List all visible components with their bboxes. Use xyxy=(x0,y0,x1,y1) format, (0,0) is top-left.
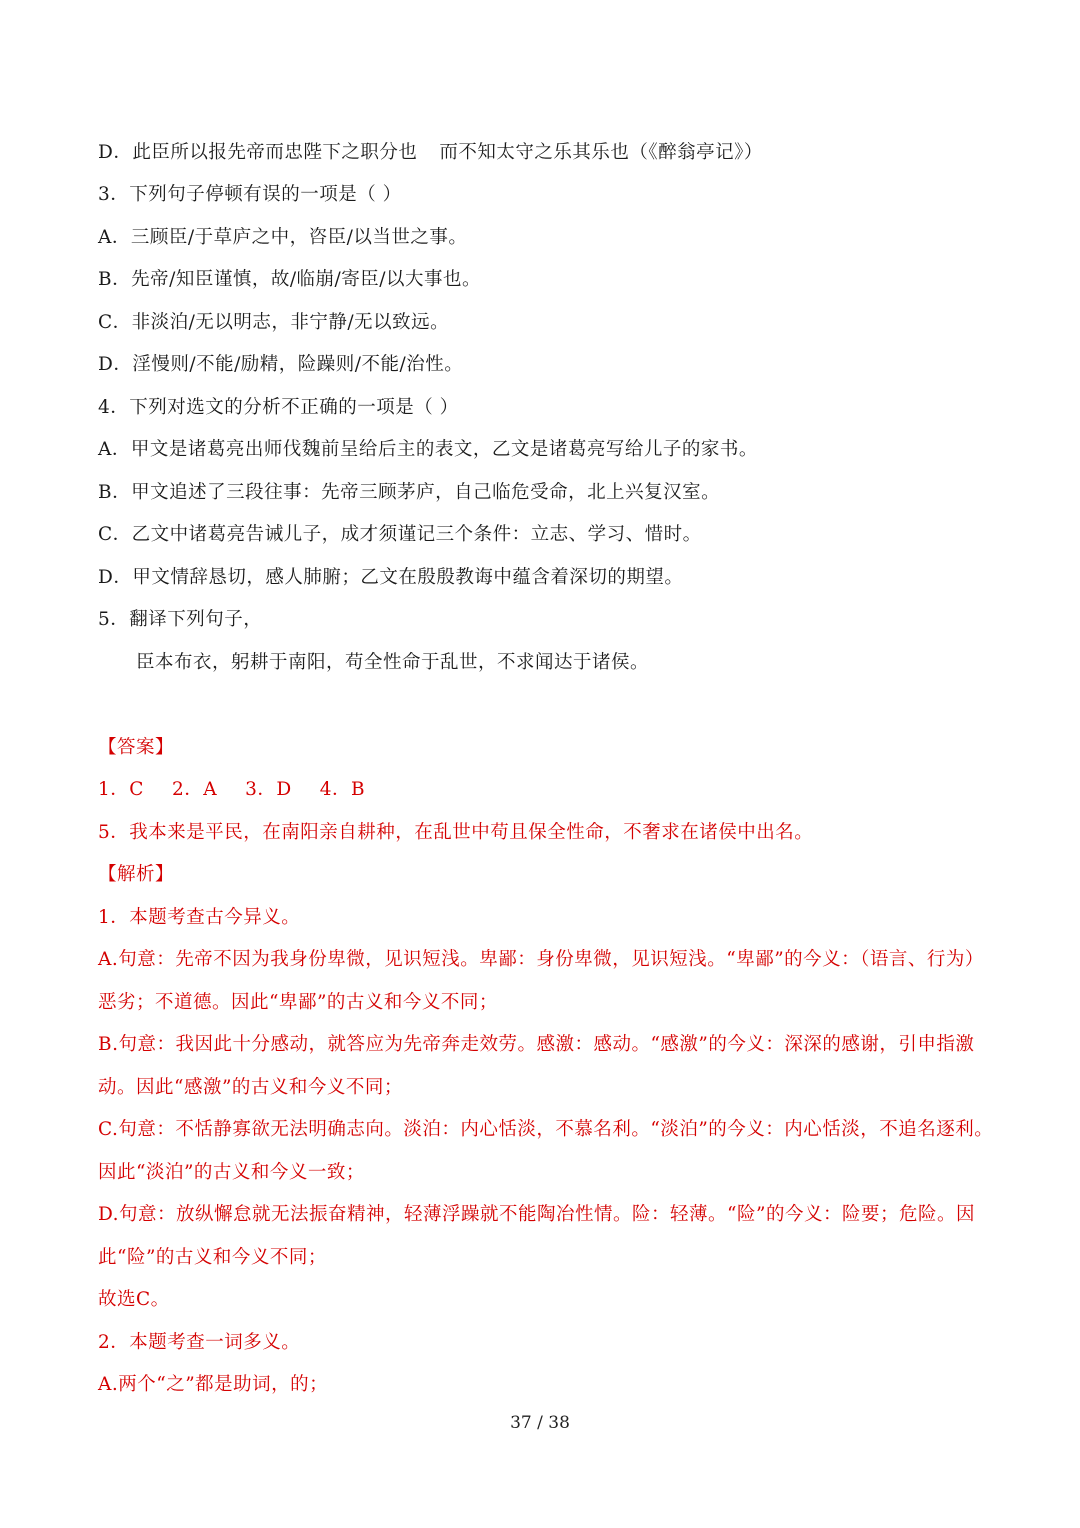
q2-option-d-left: D．此臣所以报先帝而忠陛下之职分也 xyxy=(98,142,418,163)
analysis-q1-c-line2: 因此“淡泊”的古义和今义一致； xyxy=(98,1162,365,1183)
answer-heading: 【答案】 xyxy=(98,737,175,758)
analysis-q2-title: 2．本题考查一词多义。 xyxy=(98,1332,301,1353)
q4-option-c: C．乙文中诸葛亮告诫儿子，成才须谨记三个条件：立志、学习、惜时。 xyxy=(98,524,702,545)
q3-option-c: C．非淡泊/无以明志，非宁静/无以致远。 xyxy=(98,312,450,333)
analysis-q2-a: A.两个“之”都是助词，的； xyxy=(98,1374,329,1395)
q3-option-b: B．先帝/知臣谨慎，故/临崩/寄臣/以大事也。 xyxy=(98,269,482,290)
page-number: 37 / 38 xyxy=(510,1413,570,1433)
analysis-q1-a-line2: 恶劣；不道德。因此“卑鄙”的古义和今义不同； xyxy=(98,992,498,1013)
analysis-q1-c-line1: C.句意：不恬静寡欲无法明确志向。淡泊：内心恬淡，不慕名利。“淡泊”的今义：内心恬淡，不追名逐利。 xyxy=(98,1119,994,1140)
analysis-q1-d-line1: D.句意：放纵懈怠就无法振奋精神，轻薄浮躁就不能陶冶性情。险：轻薄。“险”的今义：险要；危险。因 xyxy=(98,1204,975,1225)
q3-option-a: A．三顾臣/于草庐之中，咨臣/以当世之事。 xyxy=(98,227,468,248)
answer-item: 3．D xyxy=(245,779,292,800)
q4-stem: 4．下列对选文的分析不正确的一项是（ ） xyxy=(98,397,459,418)
q5-stem: 5．翻译下列句子， xyxy=(98,609,263,630)
answer-item: 1．C xyxy=(98,779,144,800)
analysis-heading: 【解析】 xyxy=(98,864,175,885)
analysis-q1-b-line1: B.句意：我因此十分感动，就答应为先帝奔走效劳。感激：感动。“感激”的今义：深深的感谢，引申指激 xyxy=(98,1034,975,1055)
answer-item: 4．B xyxy=(319,779,366,800)
q5-sentence: 臣本布衣，躬耕于南阳，苟全性命于乱世，不求闻达于诸侯。 xyxy=(136,652,650,673)
answer-q5: 5．我本来是平民，在南阳亲自耕种，在乱世中苟且保全性命，不奢求在诸侯中出名。 xyxy=(98,822,814,843)
q3-stem: 3．下列句子停顿有误的一项是（ ） xyxy=(98,184,402,205)
answer-choices xyxy=(98,777,365,803)
analysis-q1-b-line2: 动。因此“感激”的古义和今义不同； xyxy=(98,1077,403,1098)
q4-option-b: B．甲文追述了三段往事：先帝三顾茅庐，自己临危受命，北上兴复汉室。 xyxy=(98,482,721,503)
analysis-q1-title: 1．本题考查古今异义。 xyxy=(98,907,301,928)
q4-option-a: A．甲文是诸葛亮出师伐魏前呈给后主的表文，乙文是诸葛亮写给儿子的家书。 xyxy=(98,439,758,460)
analysis-q1-conclusion: 故选C。 xyxy=(98,1289,170,1310)
analysis-q1-d-line2: 此“险”的古义和今义不同； xyxy=(98,1247,327,1268)
answer-item: 2．A xyxy=(171,779,218,800)
analysis-q1-a-line1: A.句意：先帝不因为我身份卑微，见识短浅。卑鄙：身份卑微，见识短浅。“卑鄙”的今义：（语言、行为） xyxy=(98,949,984,970)
q2-option-d-right: 而不知太守之乐其乐也（《醉翁亭记》） xyxy=(439,142,763,163)
q3-option-d: D．淫慢则/不能/励精，险躁则/不能/治性。 xyxy=(98,354,464,375)
q4-option-d: D．甲文情辞恳切，感人肺腑；乙文在殷殷教诲中蕴含着深切的期望。 xyxy=(98,567,684,588)
q2-option-d xyxy=(98,140,763,166)
